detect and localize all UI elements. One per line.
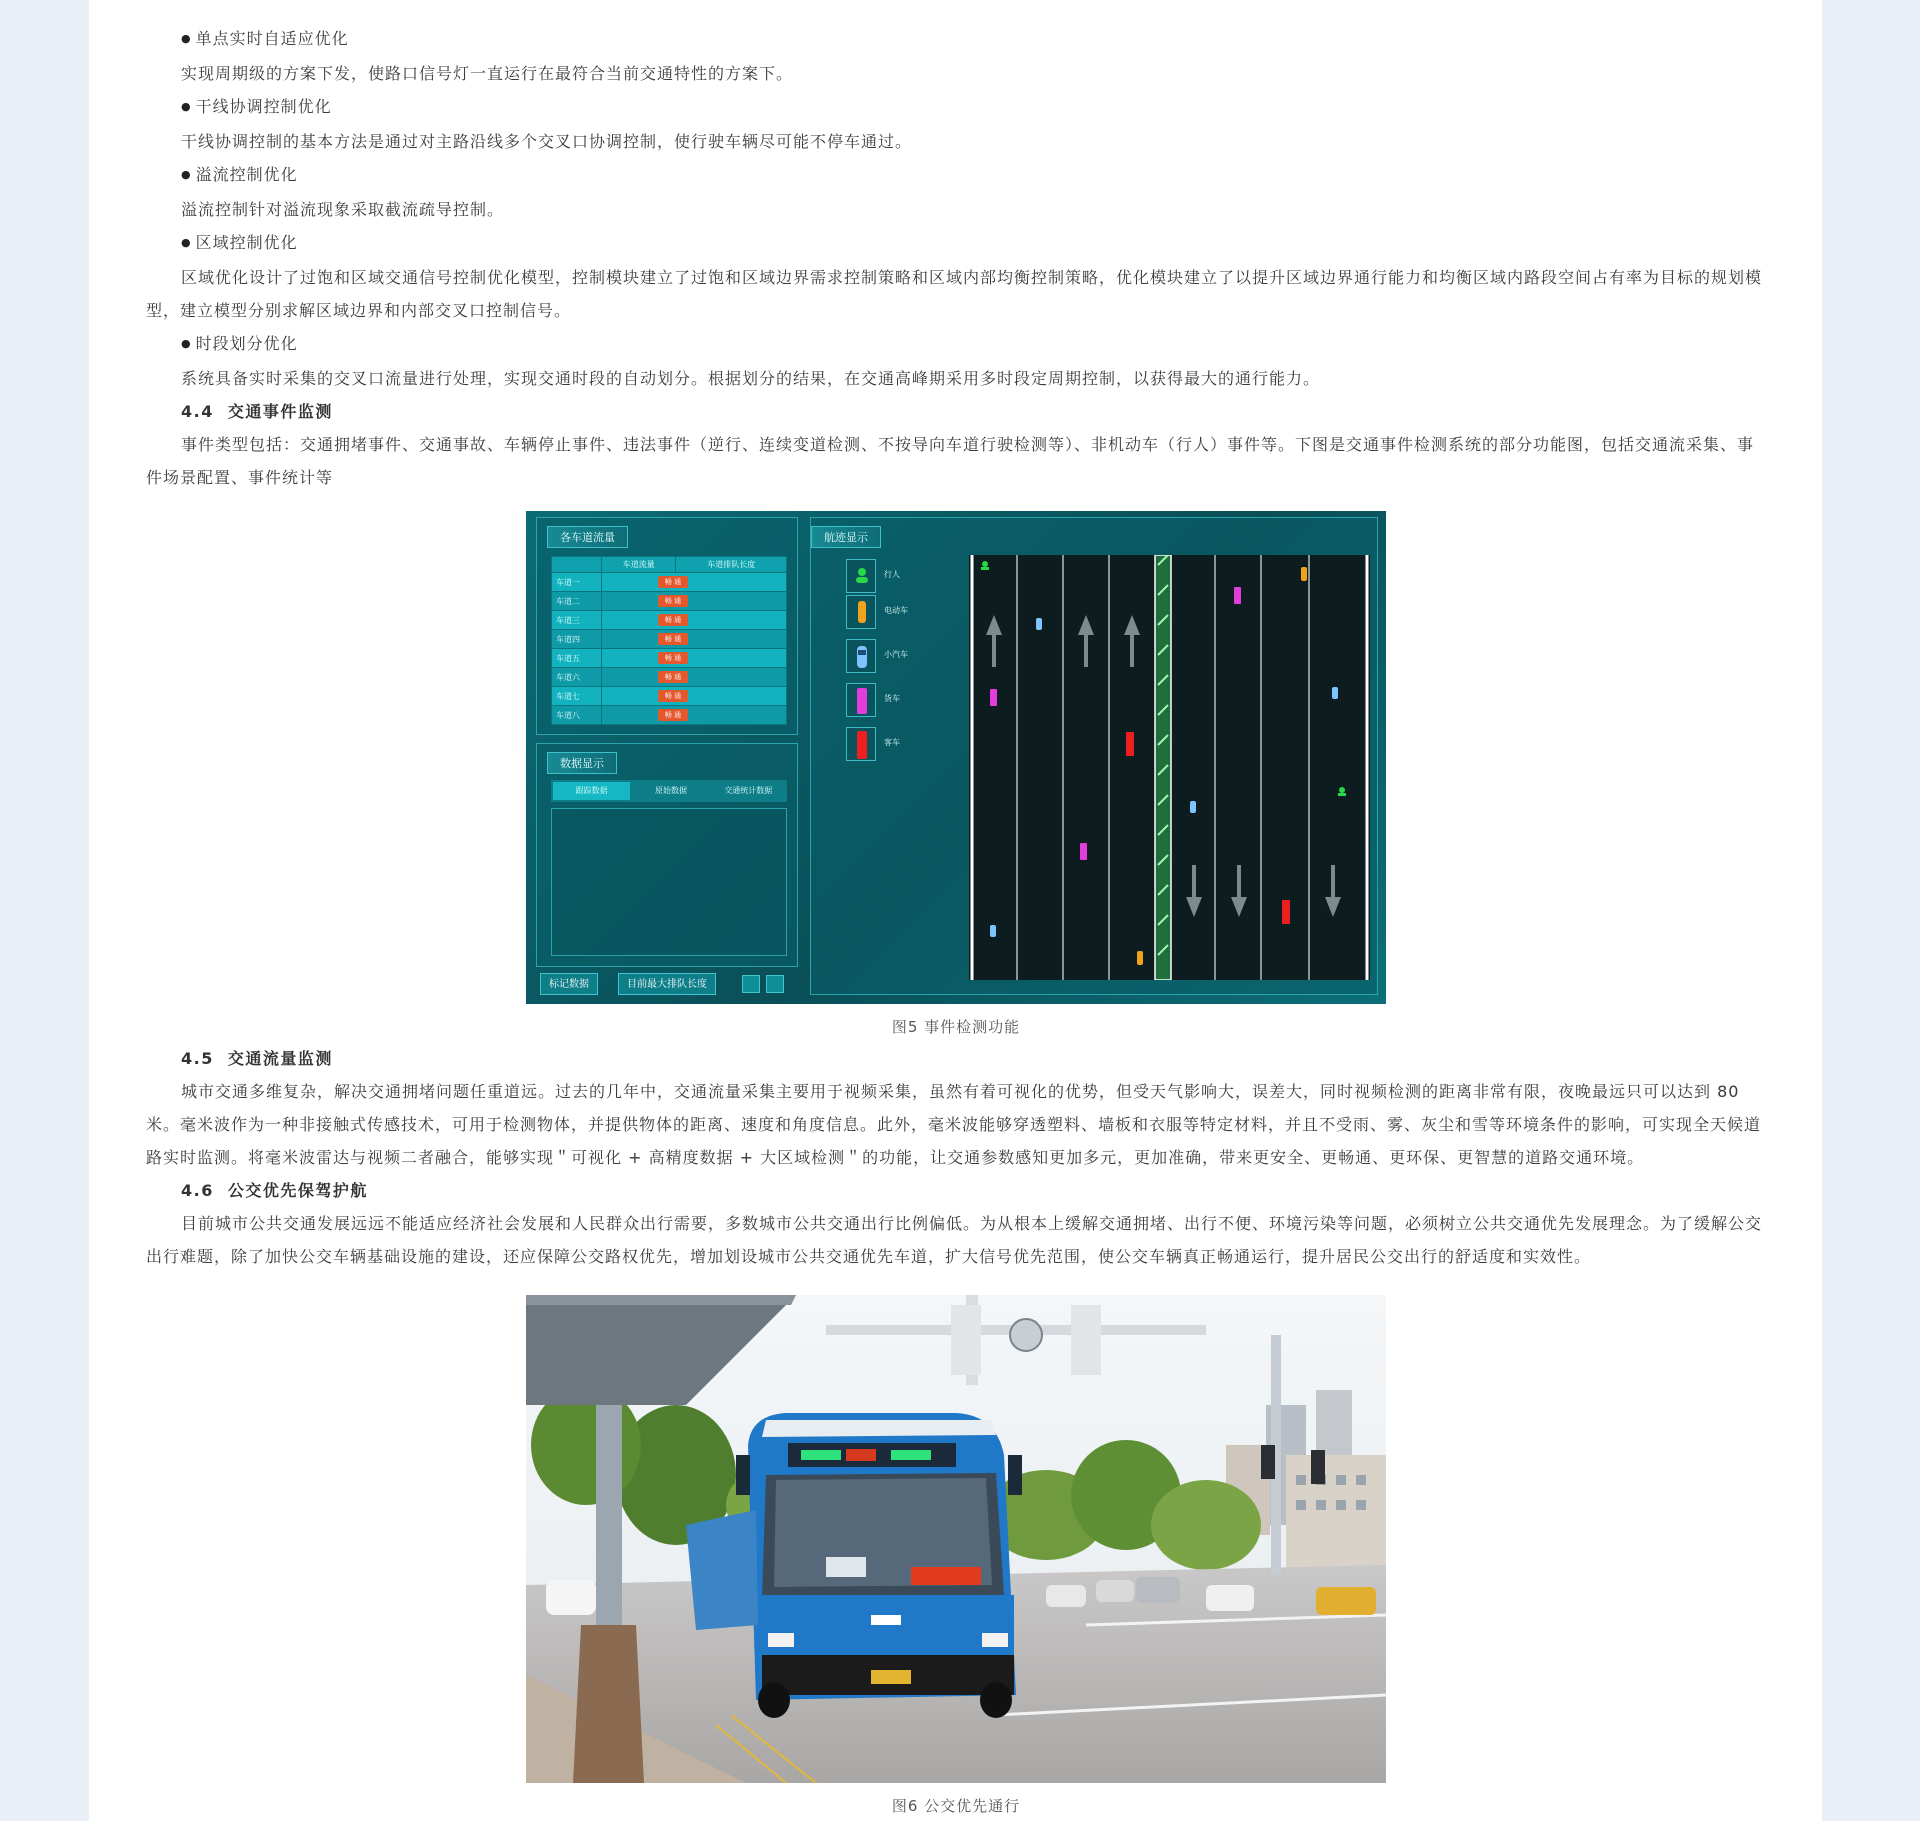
lane-flow-cell bbox=[602, 687, 787, 706]
ebike-icon bbox=[846, 595, 876, 629]
lane-flow-cell bbox=[602, 649, 787, 668]
lane-name: 车道八 bbox=[552, 706, 602, 725]
data-display-title: 数据显示 bbox=[547, 752, 617, 774]
road-track-view bbox=[969, 555, 1370, 980]
lane-flow-title: 各车道流量 bbox=[547, 526, 628, 548]
figure-6-caption: 图6 公交优先通行 bbox=[891, 1797, 1021, 1815]
legend-car bbox=[846, 639, 926, 675]
legend-truck bbox=[846, 683, 926, 719]
lane-name: 车道五 bbox=[552, 649, 602, 668]
status-badge[interactable]: 畅 通 bbox=[658, 652, 688, 664]
lane-name: 车道一 bbox=[552, 573, 602, 592]
bullet-heading: ● 单点实时自适应优化 bbox=[146, 22, 1766, 57]
status-badge[interactable]: 畅 通 bbox=[658, 576, 688, 588]
figure-event-detection bbox=[526, 511, 1386, 1004]
figure-bus-priority-photo bbox=[526, 1295, 1386, 1783]
paragraph: 事件类型包括：交通拥堵事件、交通事故、车辆停止事件、违法事件（逆行、连续变道检测、不按导向车道行驶检测等）、非机动车（行人）事件等。下图是交通事件检测系统的部分功能图，包括交通流采集、事件场景配置、事件统计等 bbox=[146, 435, 1755, 487]
data-display-panel bbox=[536, 743, 798, 967]
section-number: 4.5 bbox=[181, 1049, 214, 1068]
section-heading-4-4 bbox=[146, 395, 1766, 428]
bullet-heading: ● 区域控制优化 bbox=[146, 226, 1766, 261]
legend-label: 行人 bbox=[884, 570, 900, 579]
tab-tracking-data[interactable]: 跟踪数据 bbox=[553, 782, 630, 800]
lane-name: 车道六 bbox=[552, 668, 602, 687]
table-row bbox=[552, 687, 787, 706]
article-content bbox=[146, 22, 1766, 1821]
section-title: 交通流量监测 bbox=[227, 1049, 333, 1068]
lane-flow-cell bbox=[602, 573, 787, 592]
section-title: 交通事件监测 bbox=[227, 402, 333, 421]
legend-pedestrian bbox=[846, 559, 926, 595]
legend-bus bbox=[846, 727, 926, 763]
bullet-heading: ● 时段划分优化 bbox=[146, 327, 1766, 362]
truck-icon bbox=[846, 683, 876, 717]
figure-5-caption: 图5 事件检测功能 bbox=[891, 1018, 1021, 1036]
status-badge[interactable]: 畅 通 bbox=[658, 614, 688, 626]
section-number: 4.4 bbox=[181, 402, 214, 421]
section-heading-4-5 bbox=[146, 1042, 1766, 1075]
lane-flow-cell bbox=[602, 592, 787, 611]
square-button[interactable] bbox=[742, 975, 760, 993]
car-icon bbox=[846, 639, 876, 673]
table-corner bbox=[552, 557, 602, 573]
table-row bbox=[552, 649, 787, 668]
table-row bbox=[552, 592, 787, 611]
section-title: 公交优先保驾护航 bbox=[227, 1181, 368, 1200]
bullet-heading: ● 溢流控制优化 bbox=[146, 158, 1766, 193]
data-display-area bbox=[551, 808, 787, 956]
lane-flow-cell bbox=[602, 611, 787, 630]
data-tabs bbox=[551, 780, 787, 802]
col-flow-header: 车道流量 bbox=[602, 557, 676, 573]
table-row bbox=[552, 668, 787, 687]
status-badge[interactable]: 畅 通 bbox=[658, 633, 688, 645]
tab-raw-data[interactable]: 原始数据 bbox=[654, 786, 687, 795]
max-queue-button[interactable]: 目前最大排队长度 bbox=[618, 973, 716, 995]
status-badge[interactable]: 畅 通 bbox=[658, 709, 688, 721]
section-heading-4-6 bbox=[146, 1174, 1766, 1207]
article-page bbox=[89, 0, 1822, 1821]
legend-label: 客车 bbox=[884, 738, 900, 747]
lane-flow-cell bbox=[602, 630, 787, 649]
lane-name: 车道四 bbox=[552, 630, 602, 649]
lane-name: 车道二 bbox=[552, 592, 602, 611]
list-button[interactable] bbox=[766, 975, 784, 993]
lane-name: 车道三 bbox=[552, 611, 602, 630]
paragraph: 城市交通多维复杂，解决交通拥堵问题任重道远。过去的几年中，交通流量采集主要用于视频采集，虽然有着可视化的优势，但受天气影响大，误差大，同时视频检测的距离非常有限，夜晚最远只可以达到 80 米。毫米波作为一种非接触式传感技术，可用于检测物体，并提供物体的距离、速度和角度信息。此外，毫米波能够穿透塑料、墙板和衣服等特定材料，并且不受雨、雾、灰尘和雪等环境条件的影响，可实现全天候道路实时监测。将毫米波雷达与视频二者融合，能够实现＂可视化 + 高精度数据 + 大区域检测＂的功能，让交通参数感知更加多元，更加准确，带来更安全、更畅通、更环保、更智慧的道路交通环境。 bbox=[146, 1082, 1762, 1167]
bus-icon bbox=[846, 727, 876, 761]
track-display-title: 航迹显示 bbox=[811, 526, 881, 548]
tab-traffic-stats[interactable]: 交通统计数据 bbox=[724, 786, 773, 795]
table-row bbox=[552, 573, 787, 592]
section-number: 4.6 bbox=[181, 1181, 214, 1200]
bullet-heading: ● 干线协调控制优化 bbox=[146, 90, 1766, 125]
bus-photo bbox=[526, 1295, 1386, 1783]
mark-data-button[interactable]: 标记数据 bbox=[540, 973, 598, 995]
legend-label: 电动车 bbox=[884, 606, 908, 615]
lane-flow-panel bbox=[536, 517, 798, 735]
legend-ebike bbox=[846, 595, 926, 631]
lane-flow-cell bbox=[602, 668, 787, 687]
paragraph: 目前城市公共交通发展远远不能适应经济社会发展和人民群众出行需要，多数城市公共交通出行比例偏低。为从根本上缓解交通拥堵、出行不便、环境污染等问题，必须树立公共交通优先发展理念。为了缓解公交出行难题，除了加快公交车辆基础设施的建设，还应保障公交路权优先，增加划设城市公共交通优先车道，扩大信号优先范围，使公交车辆真正畅通运行，提升居民公交出行的舒适度和实效性。 bbox=[146, 1214, 1763, 1266]
paragraph: 干线协调控制的基本方法是通过对主路沿线多个交叉口协调控制，使行驶车辆尽可能不停车通过。 bbox=[181, 132, 913, 151]
pedestrian-icon bbox=[846, 559, 876, 593]
lane-flow-table bbox=[551, 556, 787, 725]
paragraph: 区域优化设计了过饱和区域交通信号控制优化模型，控制模块建立了过饱和区域边界需求控制策略和区域内部均衡控制策略，优化模块建立了以提升区域边界通行能力和均衡区域内路段空间占有率为目标的规划模型，建立模型分别求解区域边界和内部交叉口控制信号。 bbox=[146, 268, 1763, 320]
lane-flow-cell bbox=[602, 706, 787, 725]
lane-name: 车道七 bbox=[552, 687, 602, 706]
status-badge[interactable]: 畅 通 bbox=[658, 690, 688, 702]
legend-label: 小汽车 bbox=[884, 650, 908, 659]
legend-label: 货车 bbox=[884, 694, 900, 703]
paragraph: 实现周期级的方案下发，使路口信号灯一直运行在最符合当前交通特性的方案下。 bbox=[181, 64, 794, 83]
col-queue-header: 车道排队长度 bbox=[676, 557, 787, 573]
table-row bbox=[552, 611, 787, 630]
paragraph: 溢流控制针对溢流现象采取截流疏导控制。 bbox=[181, 200, 505, 219]
paragraph: 系统具备实时采集的交叉口流量进行处理，实现交通时段的自动划分。根据划分的结果，在交通高峰期采用多时段定周期控制，以获得最大的通行能力。 bbox=[181, 369, 1321, 388]
table-row bbox=[552, 630, 787, 649]
status-badge[interactable]: 畅 通 bbox=[658, 671, 688, 683]
status-badge[interactable]: 畅 通 bbox=[658, 595, 688, 607]
table-row bbox=[552, 706, 787, 725]
